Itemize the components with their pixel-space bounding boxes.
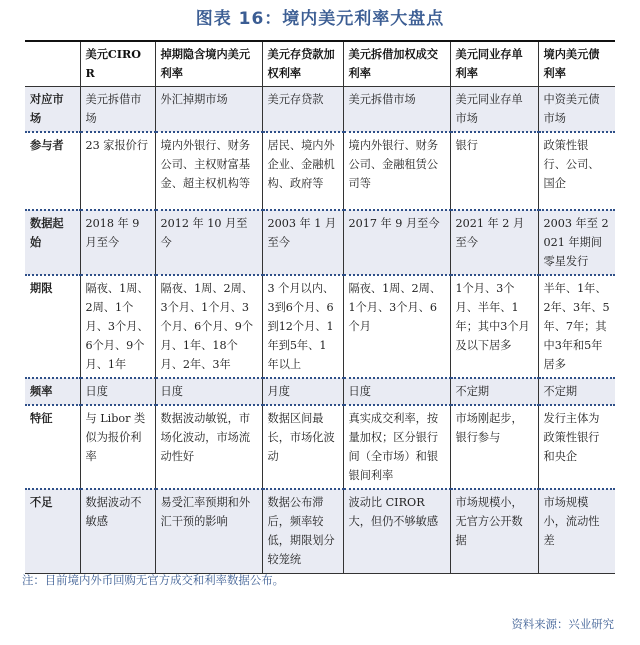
row-label-participants: 参与者 [25, 132, 80, 210]
table-row [25, 405, 615, 489]
table-row [25, 132, 615, 210]
table-cell: 易受汇率预期和外汇干预的影响 [155, 489, 262, 573]
row-label-frequency: 频率 [25, 378, 80, 405]
table-cell: 美元拆借市场 [80, 87, 155, 133]
table-cell: 2003 年至 2021 年期间零星发行 [538, 210, 615, 275]
col-header-ncd: 美元同业存单利率 [450, 41, 538, 87]
row-label-features: 特征 [25, 405, 80, 489]
table-cell: 居民、境内外企业、金融机构、政府等 [262, 132, 343, 210]
table-row [25, 210, 615, 275]
table-row [25, 378, 615, 405]
table-cell: 日度 [155, 378, 262, 405]
header-row [25, 41, 615, 87]
table-cell: 1个月、3个月、半年、1年；其中3个月及以下居多 [450, 275, 538, 378]
table-row [25, 489, 615, 573]
figure-title: 图表 16：境内美元利率大盘点 [195, 9, 445, 29]
table-cell: 不定期 [538, 378, 615, 405]
table-cell: 发行主体为政策性银行和央企 [538, 405, 615, 489]
table-cell: 不定期 [450, 378, 538, 405]
col-header-interbank: 美元拆借加权成交利率 [343, 41, 450, 87]
table-cell: 政策性银行、公司、国企 [538, 132, 615, 210]
table-cell: 日度 [80, 378, 155, 405]
table-cell: 3 个月以内、3到6个月、6到12个月、1年到5年、1年以上 [262, 275, 343, 378]
col-header-deposit-loan: 美元存贷款加权利率 [262, 41, 343, 87]
table-cell: 日度 [343, 378, 450, 405]
table-cell: 境内外银行、财务公司、金融租赁公司等 [343, 132, 450, 210]
table-cell: 数据区间最长，市场化波动 [262, 405, 343, 489]
table-cell: 数据公布滞后，频率较低，期限划分较笼统 [262, 489, 343, 573]
table-cell: 数据波动敏锐，市场化波动，市场流动性好 [155, 405, 262, 489]
table-cell: 2021 年 2 月至今 [450, 210, 538, 275]
col-header-ciror: 美元CIROR [80, 41, 155, 87]
table-cell: 境内外银行、财务公司、主权财富基金、超主权机构等 [155, 132, 262, 210]
col-header-bond: 境内美元债利率 [538, 41, 615, 87]
table-cell: 市场刚起步，银行参与 [450, 405, 538, 489]
table-cell: 隔夜、1周、2周、1个月、3个月、6个月、9个月、1年 [80, 275, 155, 378]
table-cell: 隔夜、1周、2周、3个月、1个月、3个月、6个月、9个月、1年、18个月、2年、3年 [155, 275, 262, 378]
table-cell: 与 Libor 类似为报价利率 [80, 405, 155, 489]
table-row [25, 87, 615, 133]
table-cell: 数据波动不敏感 [80, 489, 155, 573]
row-label-shortcomings: 不足 [25, 489, 80, 573]
table-cell: 隔夜、1周、2周、1个月、3个月、6个月 [343, 275, 450, 378]
table-cell: 2012 年 10 月至今 [155, 210, 262, 275]
table-cell: 2003 年 1 月至今 [262, 210, 343, 275]
table-cell: 月度 [262, 378, 343, 405]
header-corner [25, 41, 80, 87]
table-cell: 银行 [450, 132, 538, 210]
table-cell: 23 家报价行 [80, 132, 155, 210]
table-row [25, 275, 615, 378]
row-label-market: 对应市场 [25, 87, 80, 133]
table-cell: 市场规模小，流动性差 [538, 489, 615, 573]
row-label-tenor: 期限 [25, 275, 80, 378]
table-cell: 半年、1年、2年、3年、5年、7年；其中3年和5年居多 [538, 275, 615, 378]
table-cell: 美元存贷款 [262, 87, 343, 133]
source-credit: 资料来源：兴业研究 [511, 617, 614, 631]
table-cell: 市场规模小，无官方公开数据 [450, 489, 538, 573]
table-cell: 2018 年 9 月至今 [80, 210, 155, 275]
table-cell: 美元拆借市场 [343, 87, 450, 133]
footnote: 注：目前境内外币回购无官方成交和利率数据公布。 [22, 573, 284, 587]
row-label-start: 数据起始 [25, 210, 80, 275]
comparison-table [25, 40, 615, 574]
table-cell: 中资美元债市场 [538, 87, 615, 133]
col-header-swap: 掉期隐含境内美元利率 [155, 41, 262, 87]
table-cell: 美元同业存单市场 [450, 87, 538, 133]
table-cell: 2017 年 9 月至今 [343, 210, 450, 275]
table-cell: 外汇掉期市场 [155, 87, 262, 133]
table-cell: 真实成交利率，按量加权；区分银行间（全市场）和银银间利率 [343, 405, 450, 489]
table-cell: 波动比 CIROR 大，但仍不够敏感 [343, 489, 450, 573]
